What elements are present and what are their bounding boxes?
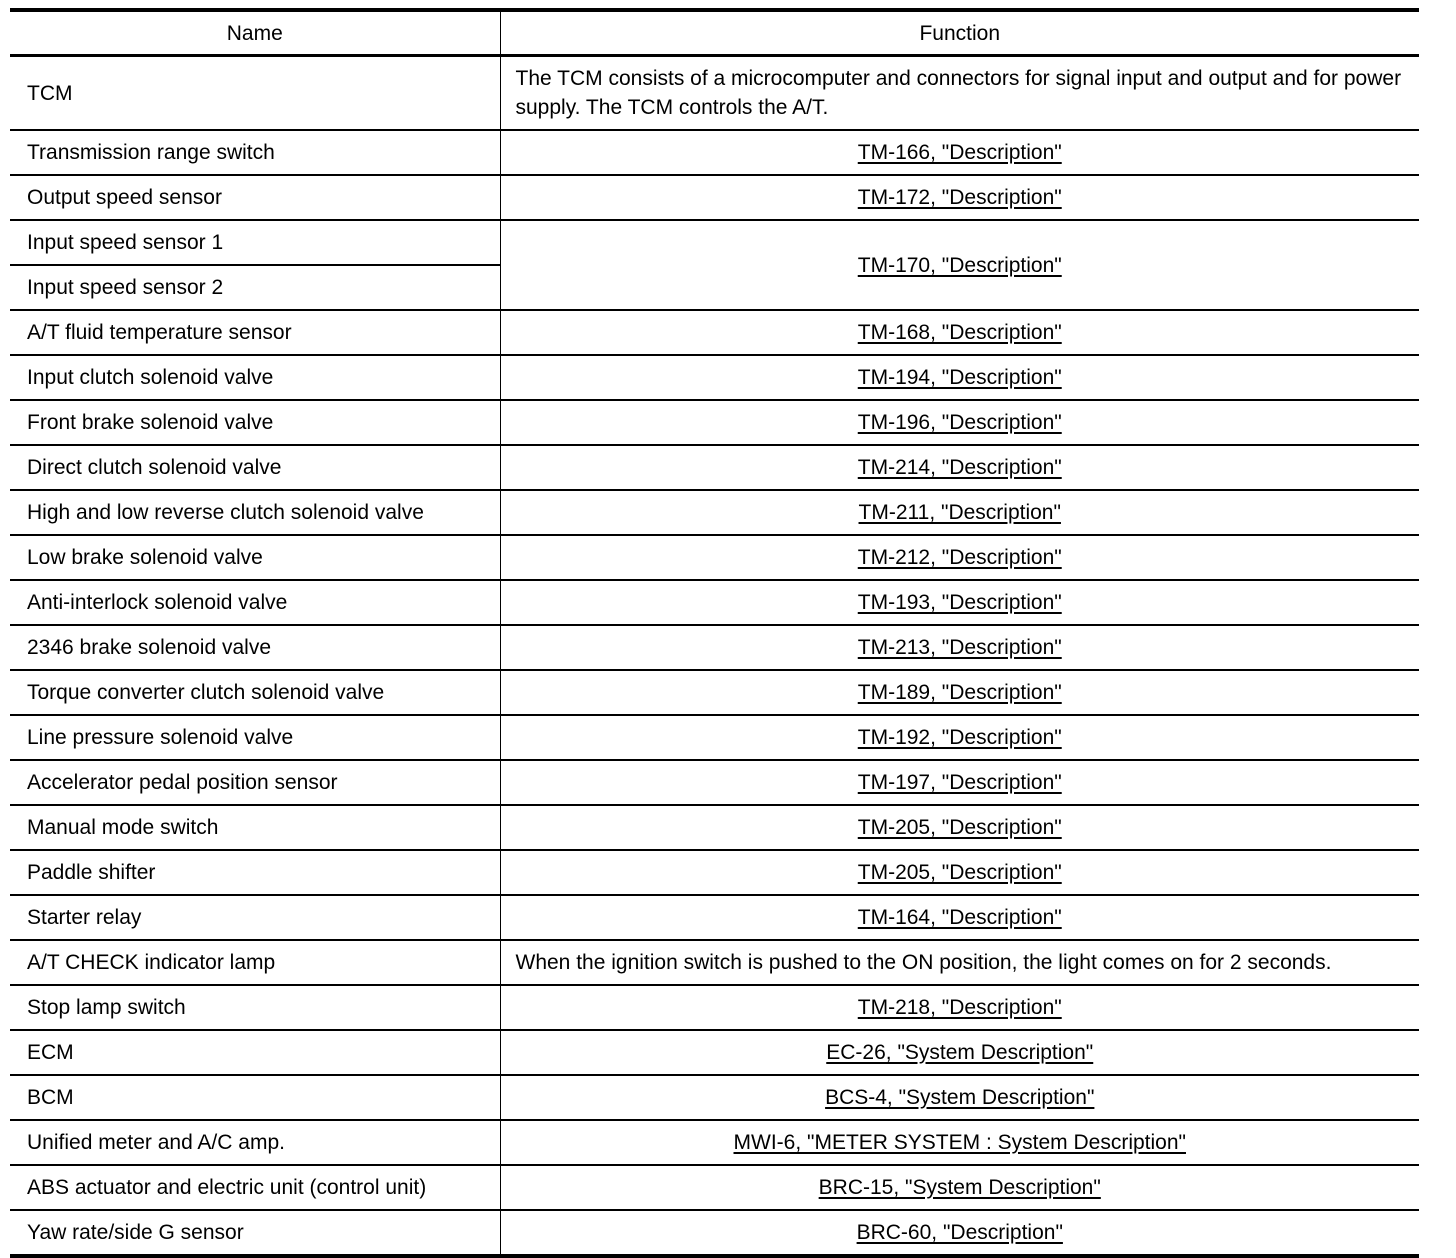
table-row [10, 355, 1419, 400]
component-function: The TCM consists of a microcomputer and connectors for signal input and output and for power supply. The TCM controls the A/T. [500, 56, 1419, 131]
reference-link[interactable]: TM-197, "Description" [857, 771, 1062, 794]
component-name: A/T fluid temperature sensor [10, 310, 500, 355]
table-row [10, 940, 1419, 985]
table-row [10, 1165, 1419, 1210]
component-name: ABS actuator and electric unit (control unit) [10, 1165, 500, 1210]
reference-link[interactable]: BRC-15, "System Description" [818, 1176, 1101, 1199]
component-name: Transmission range switch [10, 130, 500, 175]
reference-link[interactable]: TM-196, "Description" [857, 411, 1062, 434]
component-name: Accelerator pedal position sensor [10, 760, 500, 805]
component-name: Output speed sensor [10, 175, 500, 220]
component-name: Starter relay [10, 895, 500, 940]
table-row [10, 56, 1419, 131]
component-name: Input speed sensor 1 [10, 220, 500, 265]
reference-link[interactable]: TM-214, "Description" [857, 456, 1062, 479]
component-name: Anti-interlock solenoid valve [10, 580, 500, 625]
component-name: Line pressure solenoid valve [10, 715, 500, 760]
component-name: Unified meter and A/C amp. [10, 1120, 500, 1165]
component-name: Stop lamp switch [10, 985, 500, 1030]
table-row [10, 850, 1419, 895]
component-name: Low brake solenoid valve [10, 535, 500, 580]
component-name: BCM [10, 1075, 500, 1120]
reference-link[interactable]: TM-205, "Description" [857, 861, 1062, 884]
component-name: Manual mode switch [10, 805, 500, 850]
reference-link[interactable]: TM-170, "Description" [857, 253, 1062, 277]
table-row [10, 1030, 1419, 1075]
table-row [10, 220, 1419, 265]
table-row [10, 625, 1419, 670]
table-row [10, 670, 1419, 715]
reference-link[interactable]: EC-26, "System Description" [826, 1041, 1094, 1064]
reference-link[interactable]: TM-189, "Description" [857, 681, 1062, 704]
component-name: 2346 brake solenoid valve [10, 625, 500, 670]
reference-link[interactable]: TM-218, "Description" [857, 996, 1062, 1019]
component-name: Paddle shifter [10, 850, 500, 895]
reference-link[interactable]: TM-166, "Description" [857, 141, 1062, 164]
reference-link[interactable]: TM-194, "Description" [857, 366, 1062, 389]
component-name: TCM [10, 56, 500, 131]
table-row [10, 130, 1419, 175]
table-row [10, 580, 1419, 625]
reference-link[interactable]: MWI-6, "METER SYSTEM : System Description" [733, 1131, 1186, 1154]
reference-link[interactable]: TM-213, "Description" [857, 636, 1062, 659]
reference-link[interactable]: BRC-60, "Description" [856, 1221, 1063, 1244]
reference-link[interactable]: TM-205, "Description" [857, 816, 1062, 839]
name-column-header: Name [10, 10, 500, 56]
reference-link[interactable]: TM-168, "Description" [857, 321, 1062, 344]
reference-link[interactable]: TM-172, "Description" [857, 186, 1062, 209]
table-row [10, 490, 1419, 535]
table-row [10, 1075, 1419, 1120]
table-row [10, 805, 1419, 850]
table-row [10, 310, 1419, 355]
component-name: Direct clutch solenoid valve [10, 445, 500, 490]
table-row [10, 400, 1419, 445]
reference-link[interactable]: TM-192, "Description" [857, 726, 1062, 749]
reference-link[interactable]: TM-211, "Description" [858, 501, 1061, 524]
table-row [10, 535, 1419, 580]
table-row [10, 895, 1419, 940]
table-row [10, 715, 1419, 760]
component-function: When the ignition switch is pushed to the ON position, the light comes on for 2 seconds. [500, 940, 1419, 985]
table-header-row [10, 10, 1419, 56]
table-row [10, 760, 1419, 805]
component-name: High and low reverse clutch solenoid valve [10, 490, 500, 535]
component-name: A/T CHECK indicator lamp [10, 940, 500, 985]
table-row [10, 985, 1419, 1030]
component-name: Front brake solenoid valve [10, 400, 500, 445]
function-column-header: Function [500, 10, 1419, 56]
component-name: Input clutch solenoid valve [10, 355, 500, 400]
table-row [10, 175, 1419, 220]
table-row [10, 445, 1419, 490]
component-name: Torque converter clutch solenoid valve [10, 670, 500, 715]
component-function-table [10, 8, 1419, 1258]
table-row [10, 1120, 1419, 1165]
component-name: ECM [10, 1030, 500, 1075]
component-name: Input speed sensor 2 [10, 265, 500, 310]
reference-link[interactable]: TM-193, "Description" [857, 591, 1062, 614]
reference-link[interactable]: TM-212, "Description" [857, 546, 1062, 569]
component-name: Yaw rate/side G sensor [10, 1210, 500, 1256]
reference-link[interactable]: TM-164, "Description" [857, 906, 1062, 929]
reference-link[interactable]: BCS-4, "System Description" [825, 1086, 1095, 1109]
table-row [10, 1210, 1419, 1256]
